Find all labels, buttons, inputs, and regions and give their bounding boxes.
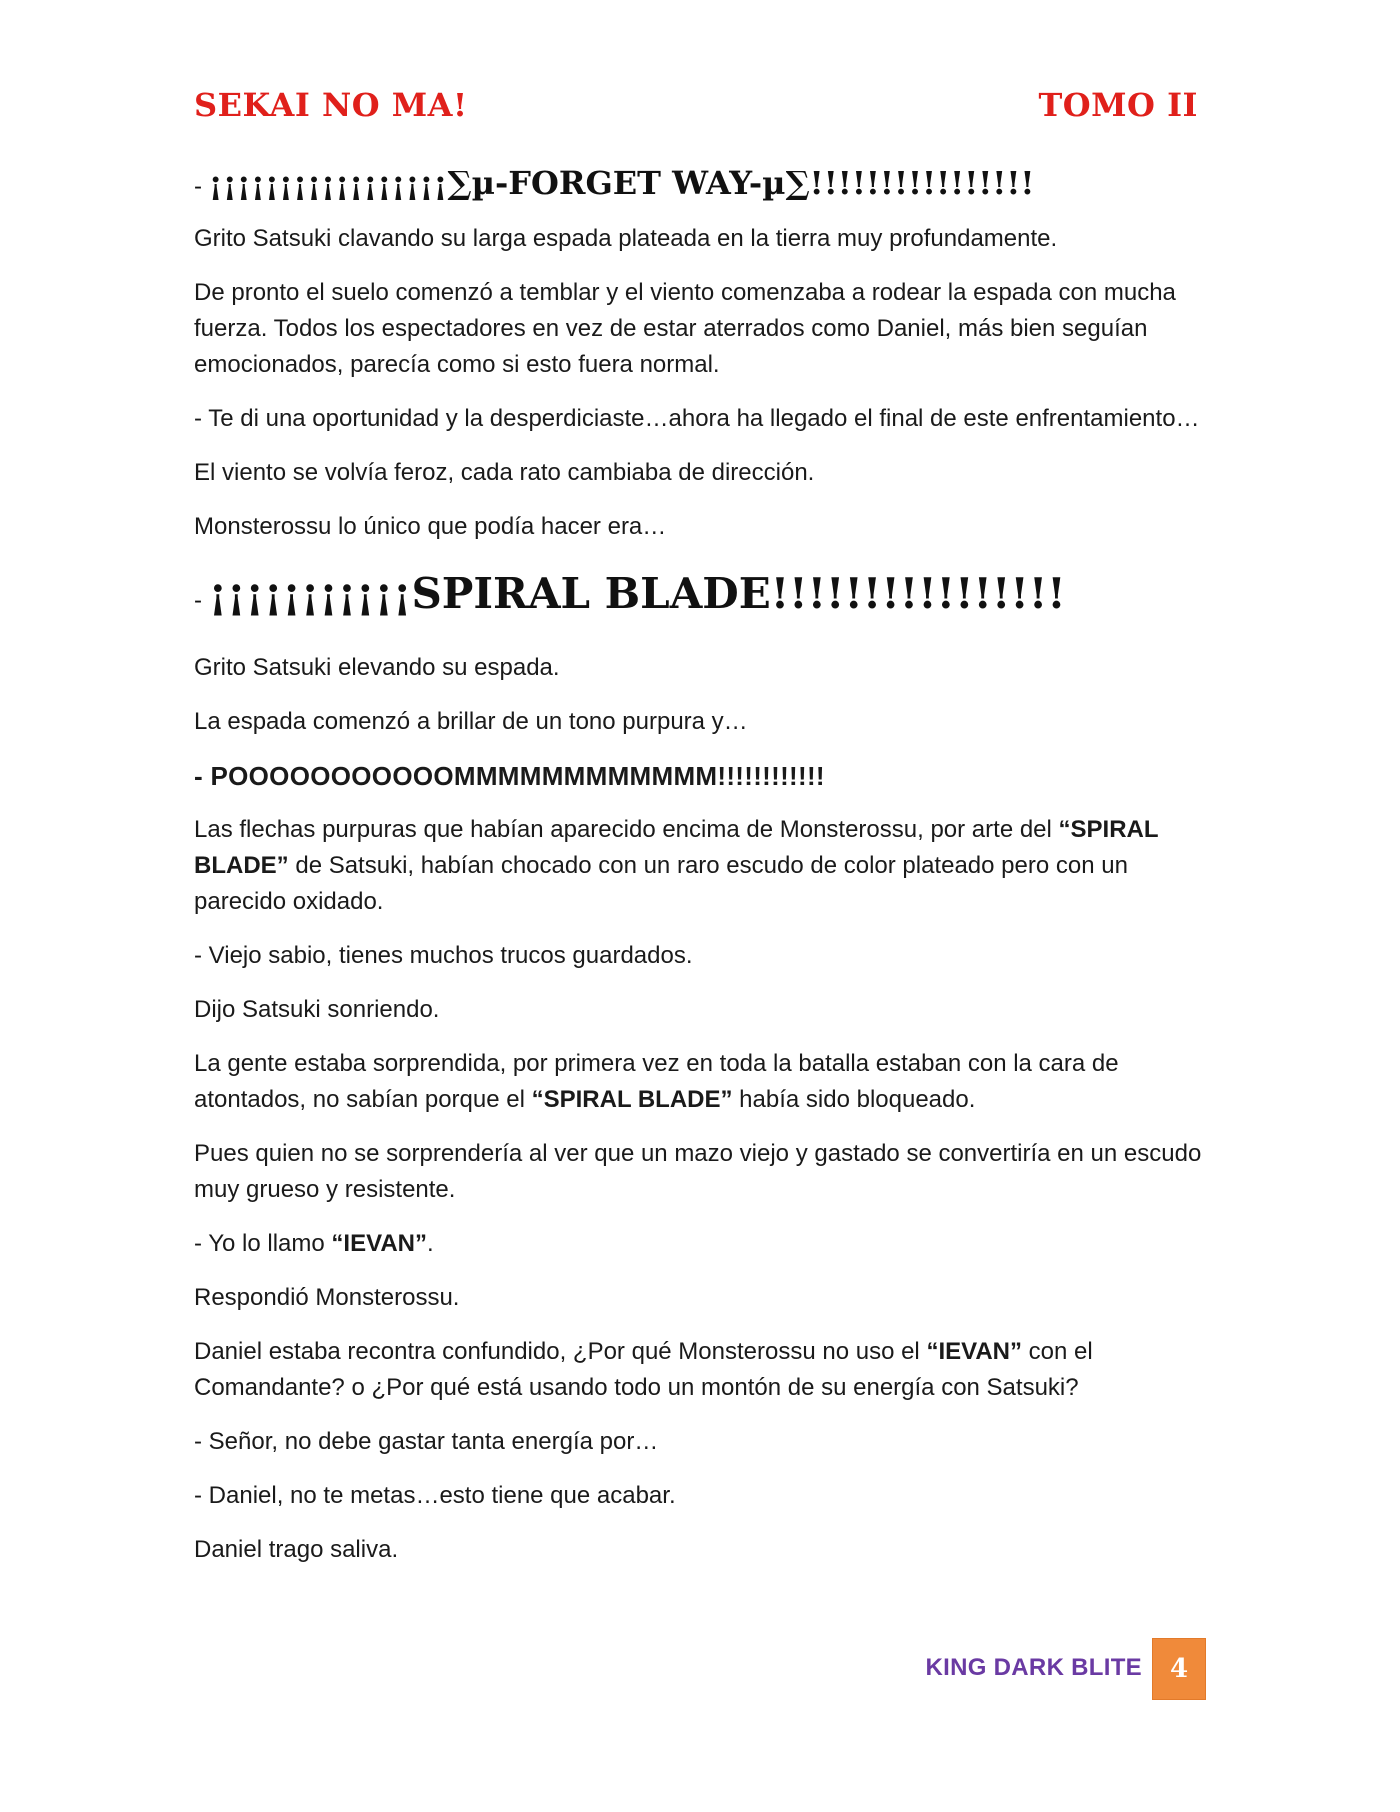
dialogue-line: - Te di una oportunidad y la desperdiciaste…ahora ha llegado el final de este enfrentamiento… [194, 405, 1200, 432]
shout-text: ¡¡¡¡¡¡¡¡¡¡¡SPIRAL BLADE!!!!!!!!!!!!!!!! [208, 569, 1066, 618]
text-run: La gente estaba sorprendida, por primera vez en toda la batalla estaban con la cara de atontados, no sabían porque el [194, 1050, 1119, 1113]
paragraph: Respondió Monsterossu. [194, 1284, 460, 1311]
paragraph: Daniel trago saliva. [194, 1536, 399, 1563]
text-run: . [427, 1230, 434, 1257]
shout-forget-way [194, 165, 1204, 205]
paragraph: Monsterossu lo único que podía hacer era… [194, 513, 667, 540]
paragraph [194, 1334, 1204, 1406]
bold-term: “SPIRAL BLADE” [194, 816, 1159, 879]
paragraph: Grito Satsuki clavando su larga espada plateada en la tierra muy profundamente. [194, 225, 1058, 252]
text-run: de Satsuki, habían chocado con un raro escudo de color plateado pero con un parecido oxidado. [194, 852, 1128, 915]
shout-text: ¡¡¡¡¡¡¡¡¡¡¡¡¡¡¡¡¡∑µ-FORGET WAY-µ∑!!!!!!!!!!!!!!!! [208, 164, 1035, 202]
shout-spiral-blade [194, 569, 1204, 626]
sound-effect-line [194, 758, 1204, 794]
paragraph [194, 1046, 1204, 1118]
bold-term: “SPIRAL BLADE” [531, 1086, 733, 1113]
paragraph: De pronto el suelo comenzó a temblar y el viento comenzaba a rodear la espada con mucha fuerza. Todos los espectadores en vez de estar aterrados como Daniel, más bien seguían emocionados, parecía como si esto fuera normal. [194, 279, 1176, 378]
volume-label: TOMO II [1038, 86, 1198, 124]
text-run: - Yo lo llamo [194, 1230, 332, 1257]
paragraph: La espada comenzó a brillar de un tono purpura y… [194, 708, 748, 735]
book-title: SEKAI NO MA! [194, 86, 468, 124]
paragraph: Pues quien no se sorprendería al ver que un mazo viejo y gastado se convertiría en un escudo muy grueso y resistente. [194, 1140, 1202, 1203]
bold-term: “IEVAN” [926, 1338, 1023, 1365]
bold-term: “IEVAN” [331, 1230, 427, 1257]
dialogue-line [194, 1226, 1204, 1262]
dialogue-line: - Viejo sabio, tienes muchos trucos guardados. [194, 942, 693, 969]
dialogue-dash: - [194, 587, 209, 614]
dialogue-dash: - [194, 173, 209, 200]
dialogue-line: - Daniel, no te metas…esto tiene que acabar. [194, 1482, 676, 1509]
dialogue-line: - Señor, no debe gastar tanta energía por… [194, 1428, 659, 1455]
page-body [194, 165, 1204, 1586]
paragraph: El viento se volvía feroz, cada rato cambiaba de dirección. [194, 459, 815, 486]
paragraph: Dijo Satsuki sonriendo. [194, 996, 440, 1023]
text-run: con el Comandante? o ¿Por qué está usando todo un montón de su energía con Satsuki? [194, 1338, 1093, 1401]
text-run: Daniel estaba recontra confundido, ¿Por qué Monsterossu no uso el [194, 1338, 927, 1365]
author-name: KING DARK BLITE [925, 1654, 1142, 1681]
paragraph [194, 812, 1204, 920]
text-run: había sido bloqueado. [732, 1086, 976, 1113]
sound-effect-text: POOOOOOOOOOOMMMMMMMMMMMM!!!!!!!!!!!! [210, 761, 825, 791]
page-number: 4 [1153, 1639, 1205, 1699]
dialogue-dash: - [194, 761, 211, 791]
text-run: Las flechas purpuras que habían aparecido encima de Monsterossu, por arte del [194, 816, 1059, 843]
paragraph: Grito Satsuki elevando su espada. [194, 654, 560, 681]
